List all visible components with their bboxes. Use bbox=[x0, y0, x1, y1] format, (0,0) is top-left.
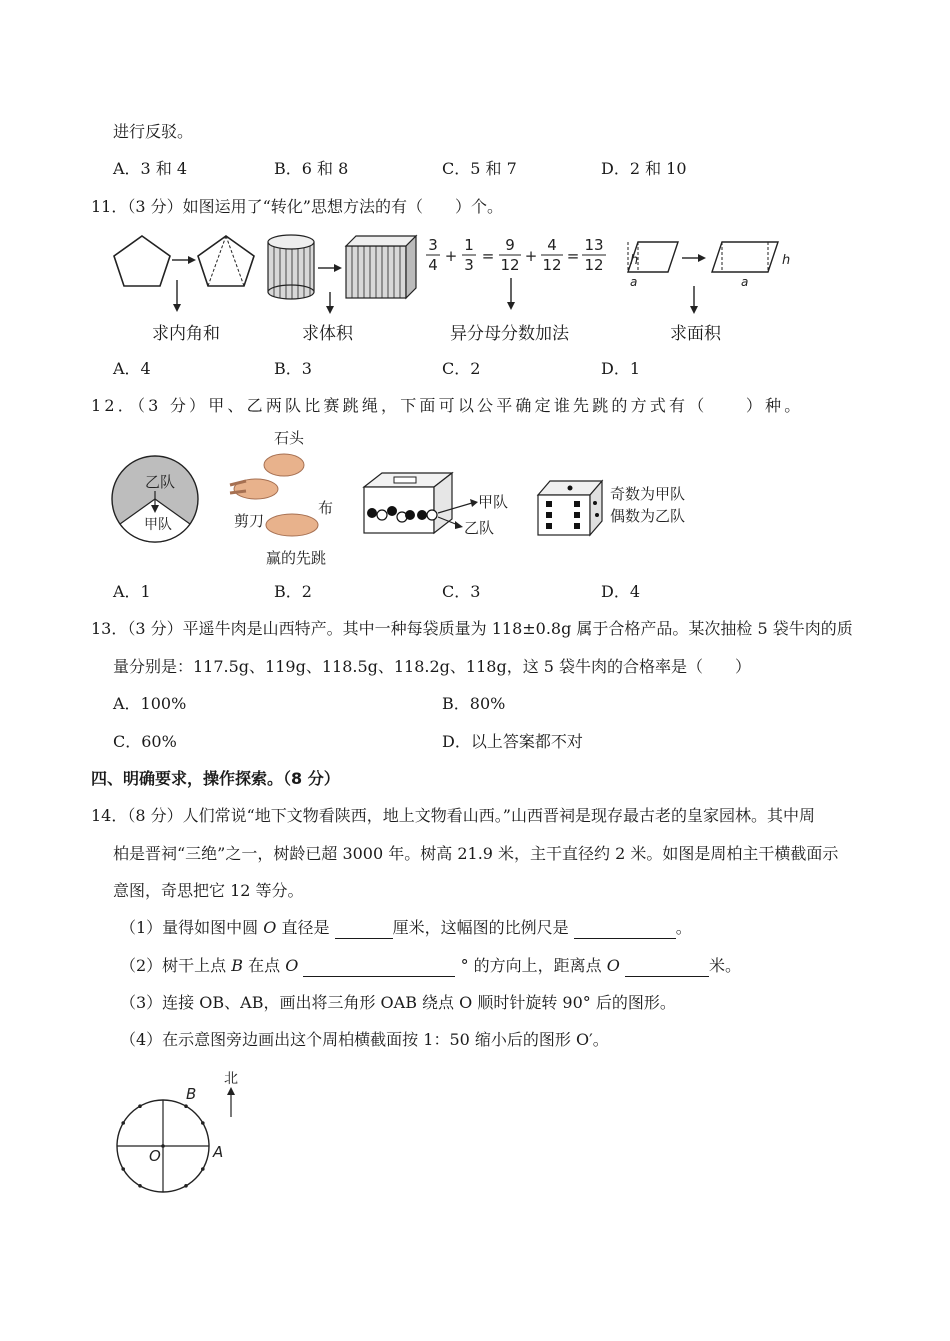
parallelogram-icon bbox=[628, 242, 678, 289]
svg-text:奇数为甲队: 奇数为甲队 bbox=[610, 485, 686, 503]
q11-stem: 11．（3 分）如图运用了“转化”思想方法的有（ ）个。 bbox=[91, 197, 503, 216]
svg-text:布: 布 bbox=[318, 499, 334, 517]
q13-line-1: 13．（3 分）平遥牛肉是山西特产。其中一种每袋质量为 118±0.8g 属于合格产品。某次抽检 5 袋牛肉的质 bbox=[91, 619, 853, 638]
svg-text:=: = bbox=[481, 247, 495, 265]
scale-blank[interactable] bbox=[574, 922, 676, 939]
tree-cross-section-diagram bbox=[105, 1065, 265, 1195]
q10-option-a[interactable]: A．3 和 4 bbox=[113, 159, 188, 178]
q13-line-2: 量分别是：117.5g、119g、118.5g、118.2g、118g，这 5 袋牛肉的合格率是（ ） bbox=[113, 657, 752, 676]
svg-text:12: 12 bbox=[584, 256, 604, 274]
q12-option-a[interactable]: A．1 bbox=[113, 582, 151, 601]
svg-text:4: 4 bbox=[547, 236, 557, 254]
direction-blank[interactable] bbox=[303, 960, 455, 977]
dice-icon bbox=[538, 481, 685, 535]
q14-sub-3: （3）连接 OB、AB，画出将三角形 OAB 绕点 O 顺时针旋转 90° 后的图形。 bbox=[120, 993, 676, 1012]
diameter-blank[interactable] bbox=[335, 922, 393, 939]
q14-line-3: 意图，奇思把它 12 等分。 bbox=[113, 881, 304, 900]
svg-text:石头: 石头 bbox=[274, 429, 305, 447]
svg-text:3: 3 bbox=[464, 256, 474, 274]
svg-text:a: a bbox=[630, 275, 638, 289]
cuboid-icon bbox=[346, 236, 416, 298]
svg-text:乙队: 乙队 bbox=[144, 473, 176, 491]
caption-fraction-addition: 异分母分数加法 bbox=[450, 324, 569, 344]
q14-line-1: 14．（8 分）人们常说“地下文物看陕西，地上文物看山西。”山西晋祠是现存最古老的皇家园林。其中周 bbox=[91, 806, 815, 825]
svg-text:+: + bbox=[524, 247, 538, 265]
section-title: 四、明确要求，操作探索。（8 分） bbox=[91, 769, 340, 788]
q11-figure bbox=[100, 228, 820, 318]
svg-text:A: A bbox=[213, 1143, 224, 1161]
rock-paper-scissors-icon bbox=[230, 429, 333, 567]
caption-interior-angle: 求内角和 bbox=[152, 324, 220, 344]
q10-option-b[interactable]: B．6 和 8 bbox=[274, 159, 349, 178]
svg-text:12: 12 bbox=[500, 256, 520, 274]
q11-option-b[interactable]: B．3 bbox=[274, 359, 312, 378]
q10-option-d[interactable]: D．2 和 10 bbox=[601, 159, 687, 178]
svg-text:13: 13 bbox=[584, 236, 604, 254]
svg-text:h: h bbox=[782, 253, 791, 268]
svg-text:1: 1 bbox=[464, 236, 474, 254]
distance-blank[interactable] bbox=[625, 960, 709, 977]
cylinder-icon bbox=[268, 235, 314, 299]
q12-option-b[interactable]: B．2 bbox=[274, 582, 312, 601]
svg-text:北: 北 bbox=[224, 1071, 238, 1087]
svg-text:12: 12 bbox=[542, 256, 562, 274]
q13-option-b[interactable]: B．80% bbox=[442, 694, 506, 713]
caption-volume: 求体积 bbox=[302, 324, 353, 344]
q10-continuation: 进行反驳。 bbox=[113, 122, 194, 141]
rectangle-converted-icon bbox=[712, 242, 790, 289]
svg-text:a: a bbox=[741, 275, 749, 289]
pentagon-divided-icon bbox=[198, 236, 254, 286]
q12-stem: 12．（3 分）甲、乙两队比赛跳绳，下面可以公平确定谁先跳的方式有（ ）种。 bbox=[91, 396, 804, 415]
q12-figure bbox=[100, 425, 720, 575]
caption-area: 求面积 bbox=[670, 324, 721, 344]
svg-text:4: 4 bbox=[428, 256, 438, 274]
svg-text:h: h bbox=[630, 253, 639, 268]
svg-text:B: B bbox=[186, 1085, 197, 1103]
svg-text:甲队: 甲队 bbox=[144, 517, 172, 533]
q14-sub-1: （1）量得如图中圆 O 直径是 厘米，这幅图的比例尺是 。 bbox=[120, 918, 692, 937]
q13-option-d[interactable]: D．以上答案都不对 bbox=[442, 732, 583, 751]
svg-text:赢的先跳: 赢的先跳 bbox=[266, 549, 327, 567]
q11-option-a[interactable]: A．4 bbox=[113, 359, 151, 378]
svg-text:O: O bbox=[149, 1147, 161, 1165]
q11-option-d[interactable]: D．1 bbox=[601, 359, 641, 378]
q14-sub-4: （4）在示意图旁边画出这个周柏横截面按 1：50 缩小后的图形 O′。 bbox=[120, 1030, 609, 1049]
svg-text:剪刀: 剪刀 bbox=[234, 512, 265, 530]
svg-text:3: 3 bbox=[428, 236, 438, 254]
svg-text:=: = bbox=[566, 247, 580, 265]
fraction-equation bbox=[426, 236, 606, 274]
q13-option-a[interactable]: A．100% bbox=[113, 694, 187, 713]
q13-option-c[interactable]: C．60% bbox=[113, 732, 177, 751]
svg-text:9: 9 bbox=[505, 236, 515, 254]
pentagon-icon bbox=[114, 236, 170, 286]
spinner-icon bbox=[112, 456, 198, 542]
q14-sub-2: （2）树干上点 B 在点 O ° 的方向上，距离点 O 米。 bbox=[120, 956, 741, 975]
svg-text:乙队: 乙队 bbox=[464, 519, 495, 537]
q11-option-c[interactable]: C．2 bbox=[442, 359, 481, 378]
q10-option-c[interactable]: C．5 和 7 bbox=[442, 159, 517, 178]
svg-text:偶数为乙队: 偶数为乙队 bbox=[610, 507, 686, 525]
q14-line-2: 柏是晋祠“三绝”之一，树龄已超 3000 年。树高 21.9 米，主干直径约 2 米。如图是周柏主干横截面示 bbox=[113, 844, 839, 863]
svg-text:+: + bbox=[444, 247, 458, 265]
q12-option-d[interactable]: D．4 bbox=[601, 582, 641, 601]
q12-option-c[interactable]: C．3 bbox=[442, 582, 481, 601]
ball-box-icon bbox=[364, 473, 508, 537]
svg-text:甲队: 甲队 bbox=[478, 493, 509, 511]
